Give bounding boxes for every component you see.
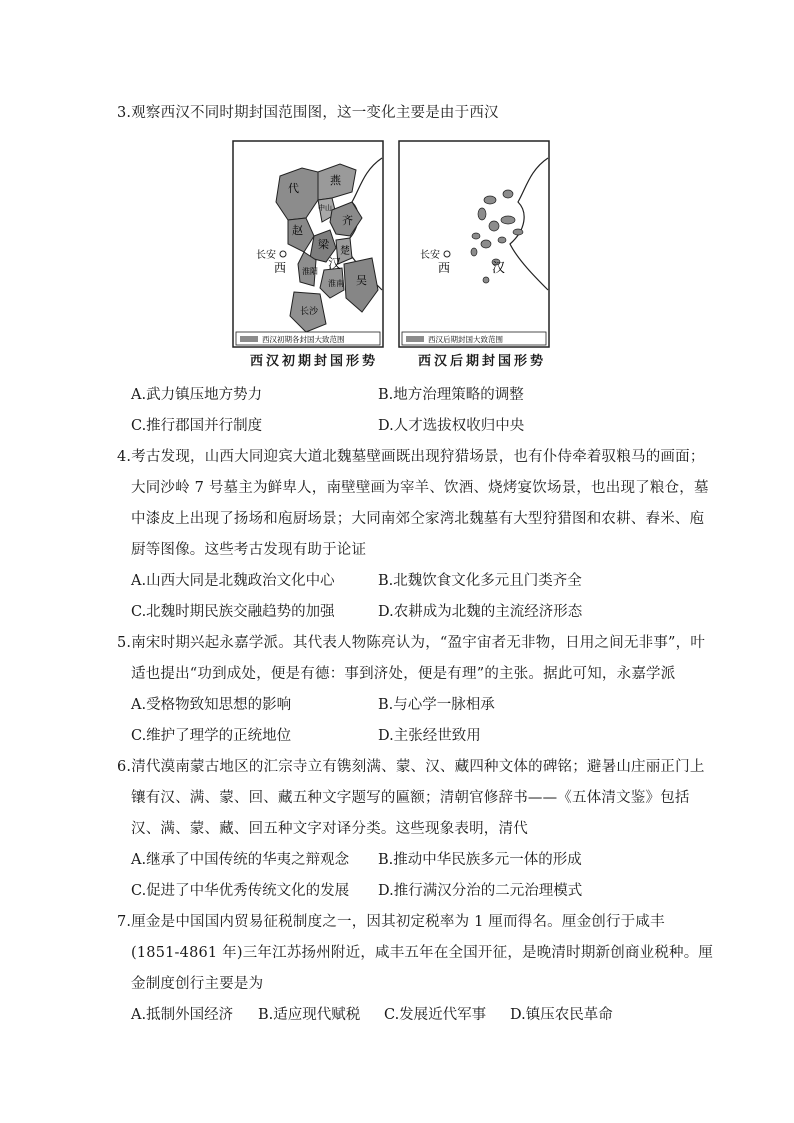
q4-option-c[interactable]: C.北魏时期民族交融趋势的加强 (131, 604, 335, 620)
legend-swatch-late-icon (406, 336, 424, 342)
q6-option-d[interactable]: D.推行满汉分治的二元治理模式 (378, 883, 583, 899)
map-early-han-figure (232, 140, 384, 348)
label-qi: 齐 (342, 214, 353, 227)
q7-line-1: 7.厘金是中国国内贸易征税制度之一，因其初定税率为 1 厘而得名。厘金创行于咸丰 (117, 914, 665, 930)
label-huainan: 淮南 (328, 279, 344, 288)
q4-line-2: 大同沙岭 7 号墓主为鲜卑人，南壁壁画为宰羊、饮酒、烧烤宴饮场景，也出现了粮仓，墓 (131, 480, 709, 496)
legend-swatch-icon (240, 336, 258, 342)
label-han-late: 汉 (492, 261, 506, 276)
q3-option-d[interactable]: D.人才选拔权收归中央 (378, 418, 525, 434)
q6-line-2: 镶有汉、满、蒙、回、藏五种文字题写的匾额；清朝官修辞书——《五体清文鉴》包括 (131, 790, 690, 806)
caption-late-han: 西汉后期封国形势 (418, 354, 547, 369)
q7-option-d[interactable]: D.镇压农民革命 (510, 1007, 613, 1023)
label-liang: 梁 (318, 238, 329, 251)
label-huaiyang: 淮阳 (302, 267, 318, 276)
label-zhongshan: 中山 (318, 204, 332, 212)
label-yan: 燕 (330, 174, 341, 187)
label-xi-late: 西 (438, 261, 451, 275)
q5-option-b[interactable]: B.与心学一脉相承 (378, 697, 495, 713)
caption-early-han: 西汉初期封国形势 (250, 354, 379, 369)
q5-line-1: 5.南宋时期兴起永嘉学派。其代表人物陈亮认为，“盈宇宙者无非物，日用之间无非事”，叶 (117, 635, 706, 651)
q5-option-a[interactable]: A.受格物致知思想的影响 (131, 697, 292, 713)
q4-option-a[interactable]: A.山西大同是北魏政治文化中心 (131, 573, 335, 589)
q7-option-c[interactable]: C.发展近代军事 (384, 1007, 487, 1023)
q3-stem: 3.观察西汉不同时期封国范围图，这一变化主要是由于西汉 (117, 105, 499, 121)
q4-option-b[interactable]: B.北魏饮食文化多元且门类齐全 (378, 573, 582, 589)
label-dai: 代 (288, 182, 299, 195)
label-changan: 长安 (256, 250, 276, 261)
map-late-han (398, 140, 550, 352)
label-zhao: 赵 (292, 224, 303, 237)
q6-line-1: 6.清代漠南蒙古地区的汇宗寺立有镌刻满、蒙、汉、藏四种文体的碑铭；避暑山庄丽正门上 (117, 759, 705, 775)
q3-option-c[interactable]: C.推行郡国并行制度 (131, 418, 263, 434)
label-wu: 吴 (356, 274, 367, 287)
label-han: 汉 (328, 257, 342, 272)
q7-option-b[interactable]: B.适应现代赋税 (258, 1007, 361, 1023)
q6-option-a[interactable]: A.继承了中国传统的华夷之辩观念 (131, 852, 350, 868)
legend-late: 西汉后期封国大致范围 (428, 335, 503, 344)
q7-option-a[interactable]: A.抵制外国经济 (131, 1007, 234, 1023)
q6-option-b[interactable]: B.推动中华民族多元一体的形成 (378, 852, 582, 868)
q4-line-3: 中漆皮上出现了扬场和庖厨场景；大同南郊仝家湾北魏墓有大型狩猎图和农耕、舂米、庖 (131, 511, 705, 527)
q7-line-3: 金制度创行主要是为 (131, 976, 264, 992)
label-changan-late: 长安 (420, 250, 440, 261)
q6-option-c[interactable]: C.促进了中华优秀传统文化的发展 (131, 883, 350, 899)
q5-option-d[interactable]: D.主张经世致用 (378, 728, 481, 744)
legend-early: 西汉初期各封国大致范围 (262, 335, 345, 344)
q6-line-3: 汉、满、蒙、藏、回五种文字对译分类。这些现象表明，清代 (131, 821, 528, 837)
q4-option-d[interactable]: D.农耕成为北魏的主流经济形态 (378, 604, 583, 620)
map-early-han (232, 140, 384, 352)
label-xi: 西 (274, 261, 287, 275)
q7-line-2: (1851-4861 年)三年江苏扬州附近，咸丰五年在全国开征，是晚清时期新创商业税种。厘 (131, 945, 714, 961)
map-late-han-figure (398, 140, 550, 348)
q5-line-2: 适也提出“功到成处，便是有德：事到济处，便是有理”的主张。据此可知，永嘉学派 (131, 666, 676, 682)
q3-option-a[interactable]: A.武力镇压地方势力 (131, 387, 263, 403)
q5-option-c[interactable]: C.维护了理学的正统地位 (131, 728, 292, 744)
label-changsha: 长沙 (300, 307, 319, 317)
label-chu: 楚 (340, 246, 350, 257)
q4-line-1: 4.考古发现，山西大同迎宾大道北魏墓壁画既出现狩猎场景，也有仆侍牵着驭粮马的画面； (117, 449, 705, 465)
q4-line-4: 厨等图像。这些考古发现有助于论证 (131, 542, 367, 558)
q3-option-b[interactable]: B.地方治理策略的调整 (378, 387, 524, 403)
